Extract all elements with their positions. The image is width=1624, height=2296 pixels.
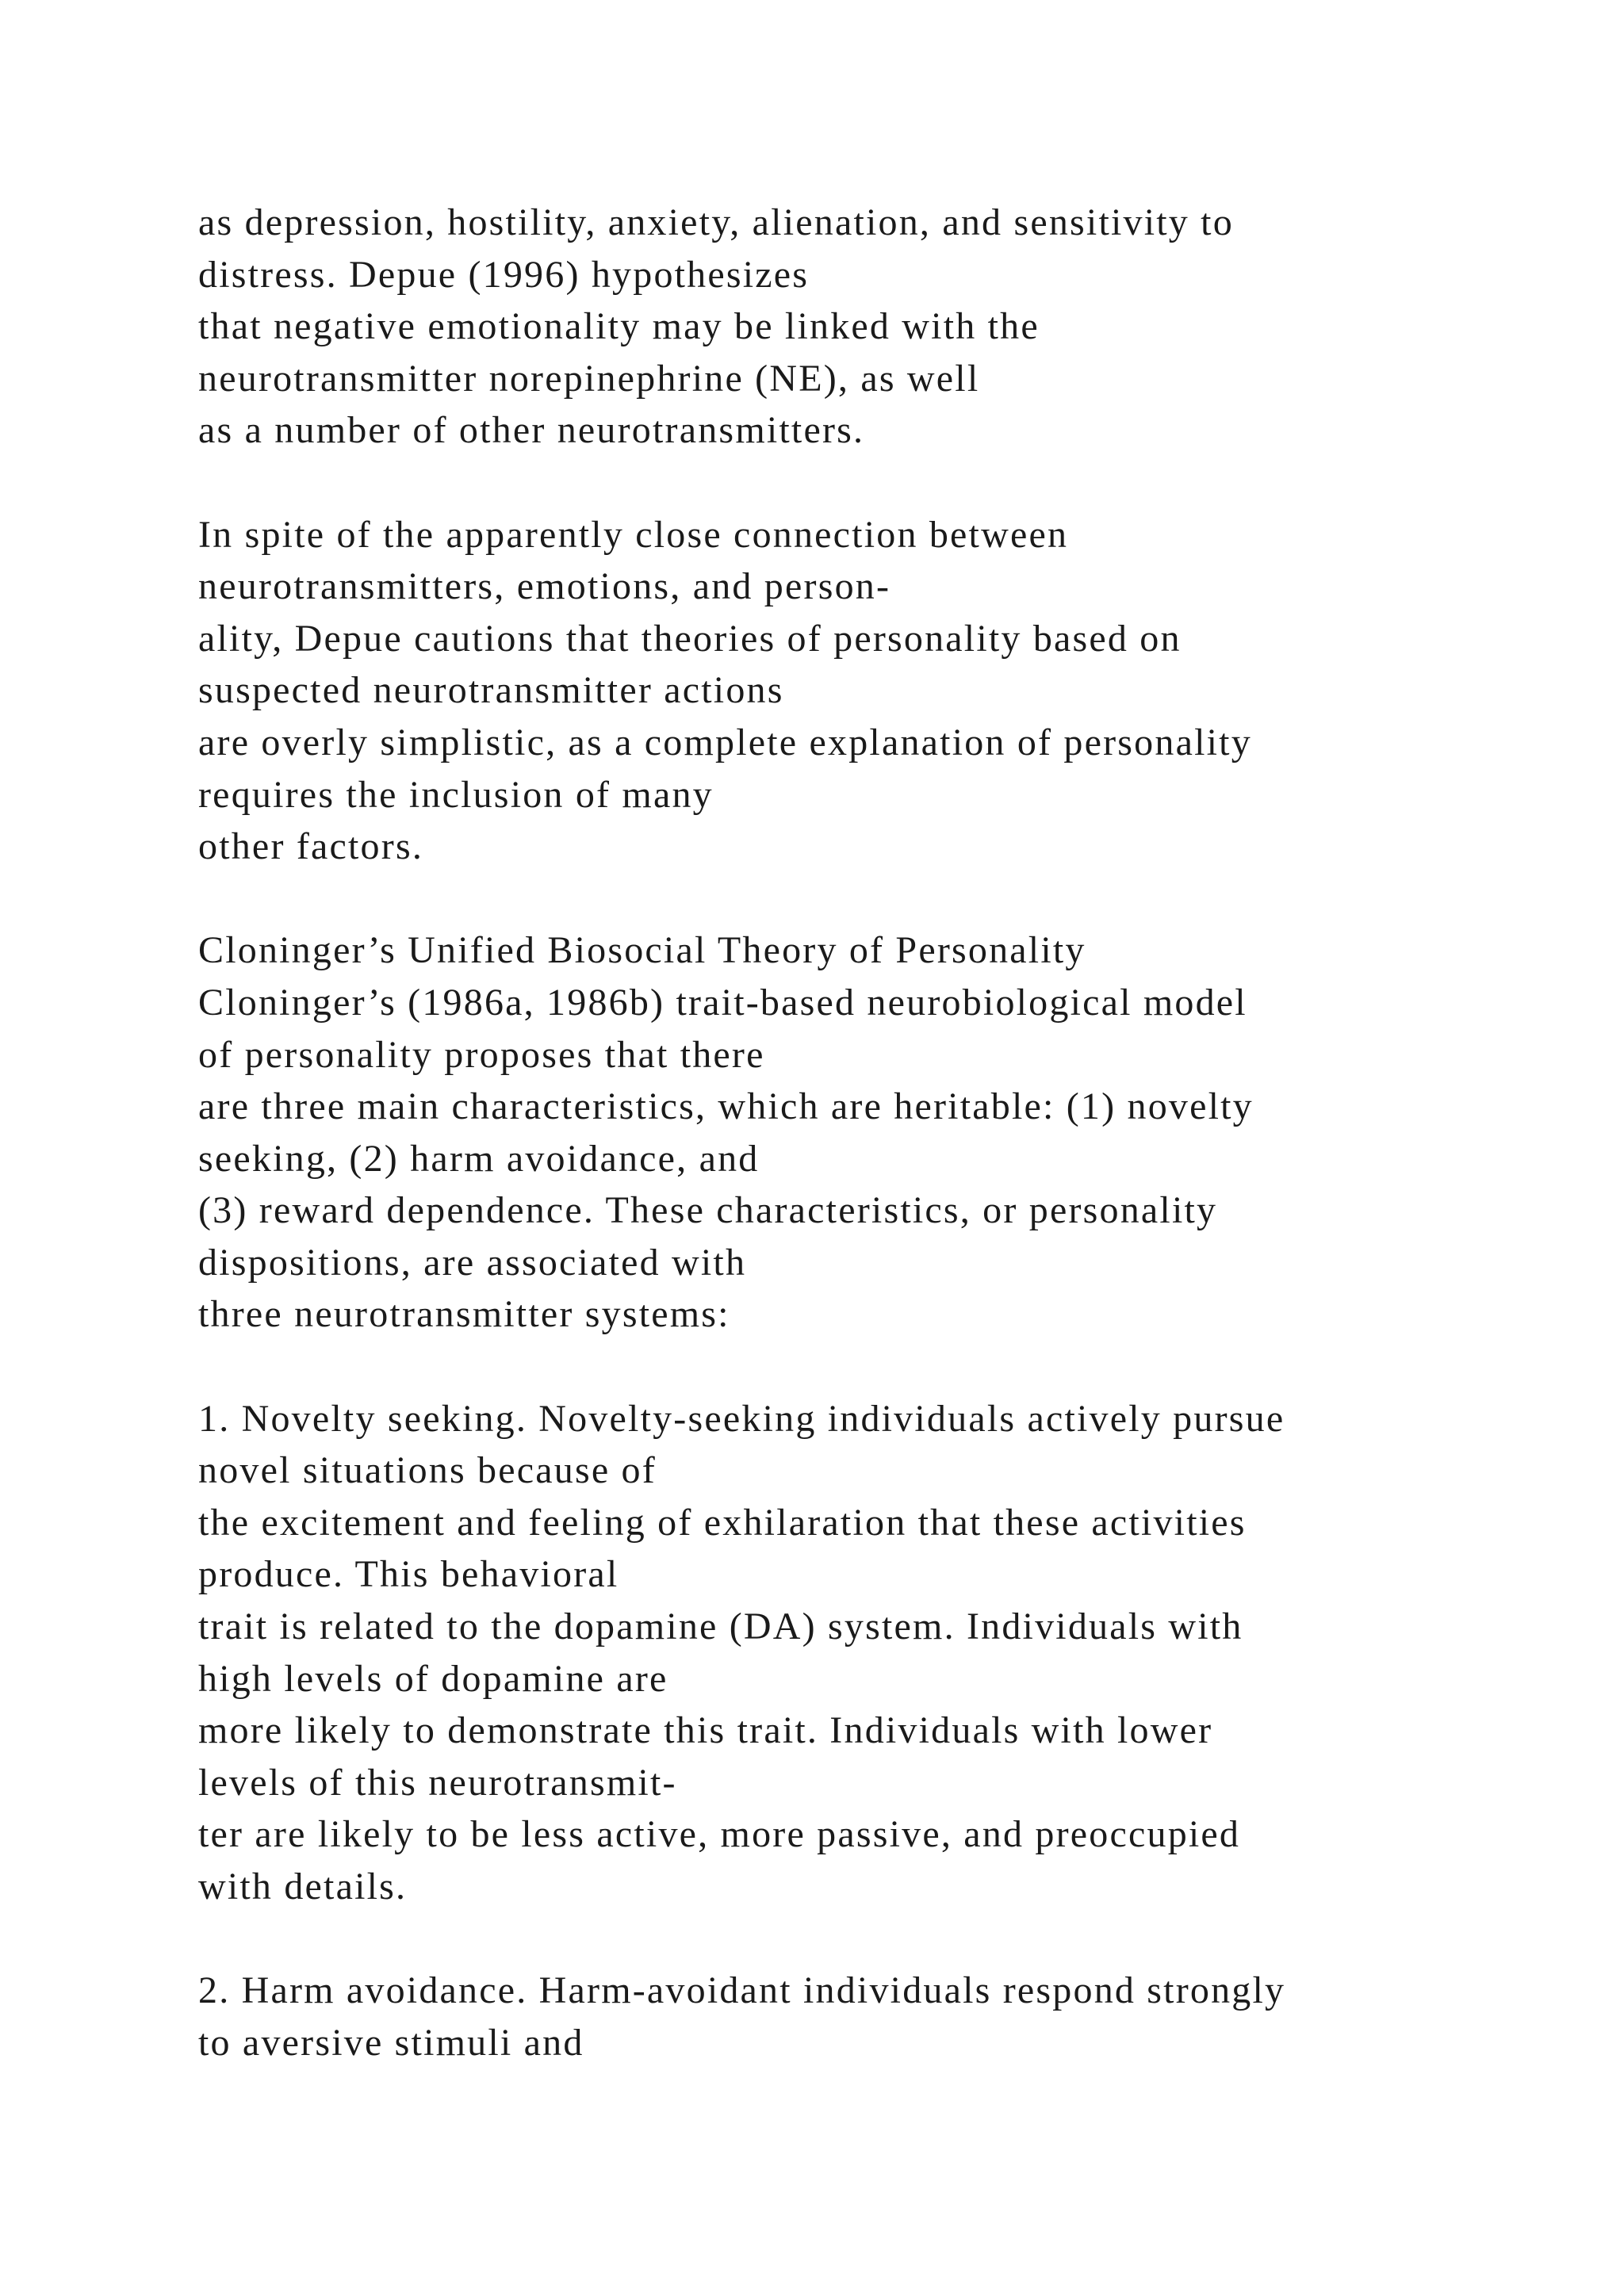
text-line: produce. This behavioral <box>198 1553 619 1596</box>
text-line: suspected neurotransmitter actions <box>198 669 784 712</box>
text-line: with details. <box>198 1866 408 1908</box>
text-line: as a number of other neurotransmitters. <box>198 409 865 452</box>
list-item-line: 1. Novelty seeking. Novelty-seeking individuals actively pursue <box>198 1397 1285 1440</box>
text-line: novel situations because of <box>198 1449 657 1492</box>
text-line: dispositions, are associated with <box>198 1241 747 1284</box>
text-line: In spite of the apparently close connection between <box>198 513 1069 556</box>
text-line: more likely to demonstrate this trait. Individuals with lower <box>198 1709 1213 1752</box>
text-line: ality, Depue cautions that theories of personality based on <box>198 617 1182 660</box>
text-line: three neurotransmitter systems: <box>198 1293 730 1336</box>
paragraph-gap <box>198 873 1578 925</box>
text-line: ter are likely to be less active, more passive, and preoccupied <box>198 1813 1241 1856</box>
text-line: other factors. <box>198 825 424 868</box>
text-line: (3) reward dependence. These characteristics, or personality <box>198 1189 1218 1232</box>
text-line: levels of this neurotransmit- <box>198 1761 677 1804</box>
paragraph-gap <box>198 1913 1578 1965</box>
text-line: the excitement and feeling of exhilaration that these activities <box>198 1501 1247 1544</box>
text-line: trait is related to the dopamine (DA) system. Individuals with <box>198 1605 1243 1648</box>
text-line: neurotransmitters, emotions, and person- <box>198 565 891 608</box>
text-line: seeking, (2) harm avoidance, and <box>198 1137 760 1180</box>
text-line: distress. Depue (1996) hypothesizes <box>198 253 810 296</box>
text-line: as depression, hostility, anxiety, alienation, and sensitivity to <box>198 201 1234 243</box>
text-line: high levels of dopamine are <box>198 1657 668 1700</box>
paragraph-gap <box>198 457 1578 509</box>
list-item-line: 2. Harm avoidance. Harm-avoidant individuals respond strongly <box>198 1969 1286 2012</box>
text-line: neurotransmitter norepinephrine (NE), as well <box>198 357 980 400</box>
text-line: are overly simplistic, as a complete explanation of personality <box>198 721 1252 763</box>
text-line: that negative emotionality may be linked with the <box>198 305 1040 348</box>
text-line: are three main characteristics, which are heritable: (1) novelty <box>198 1085 1254 1128</box>
section-heading: Cloninger’s Unified Biosocial Theory of Personality <box>198 929 1086 972</box>
text-line: to aversive stimuli and <box>198 2021 584 2064</box>
text-line: of personality proposes that there <box>198 1033 765 1076</box>
body-text <box>198 197 1578 2068</box>
text-line: requires the inclusion of many <box>198 773 714 816</box>
paragraph-gap <box>198 1341 1578 1393</box>
text-line: Cloninger’s (1986a, 1986b) trait-based neurobiological model <box>198 981 1247 1024</box>
